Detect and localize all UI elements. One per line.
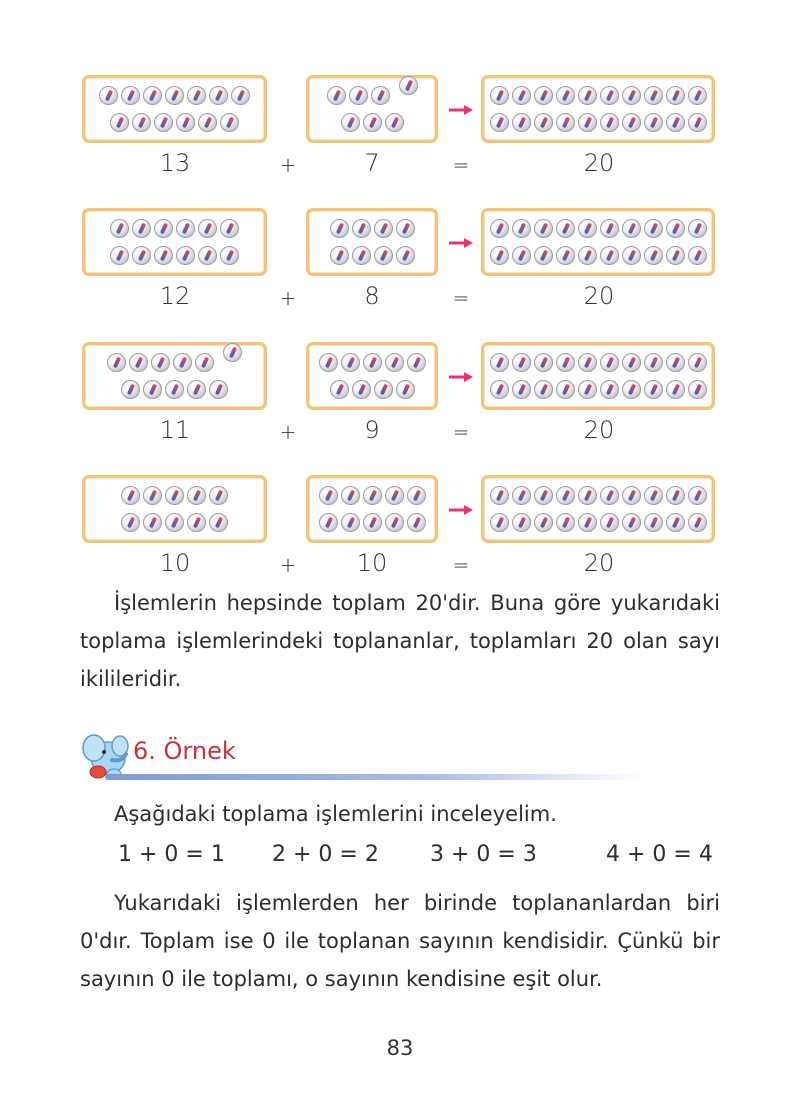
marble-icon [512,113,531,132]
marble-icon [600,113,619,132]
marble-icon [490,219,509,238]
marble-icon [396,380,415,399]
marble-icon [666,246,685,265]
heading-underline [105,774,645,780]
addend-a-box [82,208,267,276]
marble-icon [319,353,338,372]
marble-icon [578,513,597,532]
marble-icon [644,246,663,265]
marble-icon [666,380,685,399]
sum-box [481,475,715,543]
marble-row [309,486,435,505]
marble-icon [129,353,148,372]
marble-icon [352,246,371,265]
marble-icon [143,380,162,399]
marble-icon [99,86,118,105]
equals-sign: = [452,286,470,310]
marble-icon [578,113,597,132]
marble-icon [666,113,685,132]
marble-icon [319,486,338,505]
arrow-right-icon [448,104,474,116]
marble-row [85,513,264,532]
marble-row [309,246,435,265]
marble-icon [176,246,195,265]
intro-paragraph [80,795,720,833]
marble-icon [187,380,206,399]
arrow-right-icon [448,371,474,383]
plus-sign: + [279,420,297,444]
equals-sign: = [452,420,470,444]
addend-a-value: 13 [159,149,191,177]
equation-4: 4 + 0 = 4 [606,842,713,867]
addend-b-value: 9 [364,416,380,444]
marble-icon [600,353,619,372]
marble-row [85,113,264,132]
marble-icon [688,380,707,399]
marble-row [85,86,264,105]
marble-icon [198,219,217,238]
addition-example-4 [0,475,800,595]
marble-icon [363,513,382,532]
arrow-right-icon [448,504,474,516]
marble-icon [534,246,553,265]
marble-icon [644,86,663,105]
marble-icon [534,86,553,105]
marble-icon [534,380,553,399]
marble-icon [121,380,140,399]
marble-icon [556,219,575,238]
marble-icon [374,246,393,265]
addend-b-value: 10 [356,549,388,577]
page-number: 83 [386,1036,414,1060]
marble-icon [143,513,162,532]
marble-icon [578,219,597,238]
marble-icon [187,513,206,532]
marble-icon [385,513,404,532]
marble-icon [341,353,360,372]
marble-icon [578,486,597,505]
marble-icon [371,86,390,105]
marble-icon [622,513,641,532]
addend-a-box [82,342,267,410]
sum-box [481,342,715,410]
marble-icon [154,246,173,265]
marble-icon [407,513,426,532]
marble-row [85,380,264,399]
addend-a-box [82,475,267,543]
marble-icon [396,219,415,238]
marble-row [85,353,264,372]
marble-icon [534,513,553,532]
marble-icon [512,380,531,399]
sum-value: 20 [583,416,615,444]
marble-icon [556,113,575,132]
marble-icon [341,513,360,532]
addend-a-value: 12 [159,282,191,310]
marble-icon [512,513,531,532]
marble-row [484,380,712,399]
marble-icon [578,353,597,372]
marble-icon [622,113,641,132]
sum-value: 20 [583,549,615,577]
addend-b-box [306,75,438,143]
marble-row [85,246,264,265]
marble-icon [622,380,641,399]
marble-icon [534,486,553,505]
marble-icon [220,219,239,238]
marble-icon [385,113,404,132]
marble-icon [600,219,619,238]
addend-b-box [306,208,438,276]
marble-icon [165,380,184,399]
equals-sign: = [452,553,470,577]
marble-icon [512,246,531,265]
equals-sign: = [452,153,470,177]
marble-icon [132,113,151,132]
marble-icon [209,380,228,399]
marble-row [309,86,435,105]
equation-1: 1 + 0 = 1 [118,842,225,867]
marble-icon [688,86,707,105]
marble-icon [173,353,192,372]
marble-icon [666,513,685,532]
marble-icon [688,246,707,265]
marble-icon [407,486,426,505]
marble-icon [666,353,685,372]
marble-icon [187,86,206,105]
marble-icon [622,486,641,505]
marble-icon [490,380,509,399]
marble-icon [352,380,371,399]
marble-icon [512,353,531,372]
marble-icon [556,380,575,399]
marble-icon [512,219,531,238]
marble-icon [512,486,531,505]
marble-icon [374,380,393,399]
marble-icon [688,219,707,238]
equation-3: 3 + 0 = 3 [430,842,537,867]
marble-icon [319,513,338,532]
marble-row [484,246,712,265]
marble-icon [644,380,663,399]
marble-icon [143,486,162,505]
marble-icon [349,86,368,105]
marble-icon [644,513,663,532]
marble-icon [666,486,685,505]
intro-text: Aşağıdaki toplama işlemlerini inceleyelim. [114,802,557,826]
marble-row [484,353,712,372]
addend-b-box [306,475,438,543]
marble-icon [490,246,509,265]
marble-icon [223,343,242,362]
marble-icon [622,219,641,238]
marble-icon [352,219,371,238]
marble-icon [220,246,239,265]
marble-icon [578,380,597,399]
arrow-right-icon [448,237,474,249]
marble-icon [121,513,140,532]
marble-icon [176,113,195,132]
marble-icon [490,353,509,372]
marble-icon [512,86,531,105]
marble-icon [385,353,404,372]
plus-sign: + [279,153,297,177]
marble-row [484,486,712,505]
marble-icon [165,486,184,505]
addition-example-1 [0,75,800,195]
marble-icon [107,353,126,372]
marble-icon [165,86,184,105]
marble-row [484,113,712,132]
marble-icon [644,486,663,505]
marble-row [85,486,264,505]
marble-row [309,113,435,132]
marble-icon [154,219,173,238]
marble-icon [556,486,575,505]
marble-icon [600,486,619,505]
marble-icon [110,113,129,132]
marble-icon [396,246,415,265]
addition-example-2 [0,208,800,328]
example-heading: 6. Örnek [133,737,236,765]
marble-icon [143,86,162,105]
marble-icon [399,76,418,95]
marble-icon [363,113,382,132]
marble-icon [374,219,393,238]
marble-icon [165,513,184,532]
marble-icon [688,113,707,132]
marble-icon [209,86,228,105]
summary-paragraph [80,584,720,698]
marble-icon [578,246,597,265]
marble-icon [600,380,619,399]
marble-row [85,219,264,238]
marble-row [484,513,712,532]
marble-icon [330,246,349,265]
marble-icon [622,353,641,372]
marble-icon [688,513,707,532]
marble-icon [220,113,239,132]
marble-icon [110,246,129,265]
marble-icon [231,86,250,105]
marble-icon [622,246,641,265]
marble-icon [407,353,426,372]
marble-icon [341,113,360,132]
marble-icon [534,113,553,132]
conclusion-text: Yukarıdaki işlemlerden her birinde toplananlardan biri 0'dır. Toplam ise 0 ile toplanan sayının kendisidir. Çünkü bir sayının 0 ile toplamı, o sayının kendisine eşit olur. [80,891,720,991]
marble-icon [600,246,619,265]
marble-icon [490,113,509,132]
marble-icon [330,380,349,399]
marble-icon [600,86,619,105]
marble-icon [363,353,382,372]
marble-icon [534,219,553,238]
marble-icon [176,219,195,238]
marble-icon [341,486,360,505]
marble-icon [151,353,170,372]
addend-b-value: 7 [364,149,380,177]
marble-icon [556,246,575,265]
marble-row [484,219,712,238]
marble-row [309,219,435,238]
addend-a-value: 11 [159,416,191,444]
marble-icon [490,486,509,505]
sum-box [481,75,715,143]
marble-icon [666,219,685,238]
addend-a-value: 10 [159,549,191,577]
marble-icon [622,86,641,105]
marble-icon [187,486,206,505]
addend-b-box [306,342,438,410]
sum-value: 20 [583,282,615,310]
marble-icon [363,486,382,505]
marble-icon [327,86,346,105]
marble-icon [121,486,140,505]
marble-icon [198,246,217,265]
marble-icon [110,219,129,238]
marble-icon [666,86,685,105]
marble-icon [534,353,553,372]
sum-value: 20 [583,149,615,177]
marble-icon [688,353,707,372]
marble-icon [154,113,173,132]
marble-icon [132,219,151,238]
marble-icon [195,353,214,372]
marble-icon [578,86,597,105]
marble-icon [556,353,575,372]
marble-icon [121,86,140,105]
addition-example-3 [0,342,800,462]
marble-row [309,513,435,532]
marble-icon [209,513,228,532]
equation-2: 2 + 0 = 2 [272,842,379,867]
marble-icon [644,219,663,238]
marble-icon [644,353,663,372]
plus-sign: + [279,553,297,577]
marble-icon [132,246,151,265]
marble-icon [385,486,404,505]
marble-row [309,380,435,399]
addend-b-value: 8 [364,282,380,310]
marble-icon [556,86,575,105]
marble-icon [330,219,349,238]
addend-a-box [82,75,267,143]
marble-icon [644,113,663,132]
marble-icon [600,513,619,532]
marble-row [484,86,712,105]
marble-icon [209,486,228,505]
sum-box [481,208,715,276]
conclusion-paragraph [80,884,720,998]
marble-row [309,353,435,372]
marble-icon [198,113,217,132]
plus-sign: + [279,286,297,310]
marble-icon [490,513,509,532]
marble-icon [688,486,707,505]
marble-icon [490,86,509,105]
summary-text: İşlemlerin hepsinde toplam 20'dir. Buna göre yukarıdaki toplama işlemlerindeki toplananlar, toplamları 20 olan sayı ikilileridir. [80,591,720,691]
marble-icon [556,513,575,532]
